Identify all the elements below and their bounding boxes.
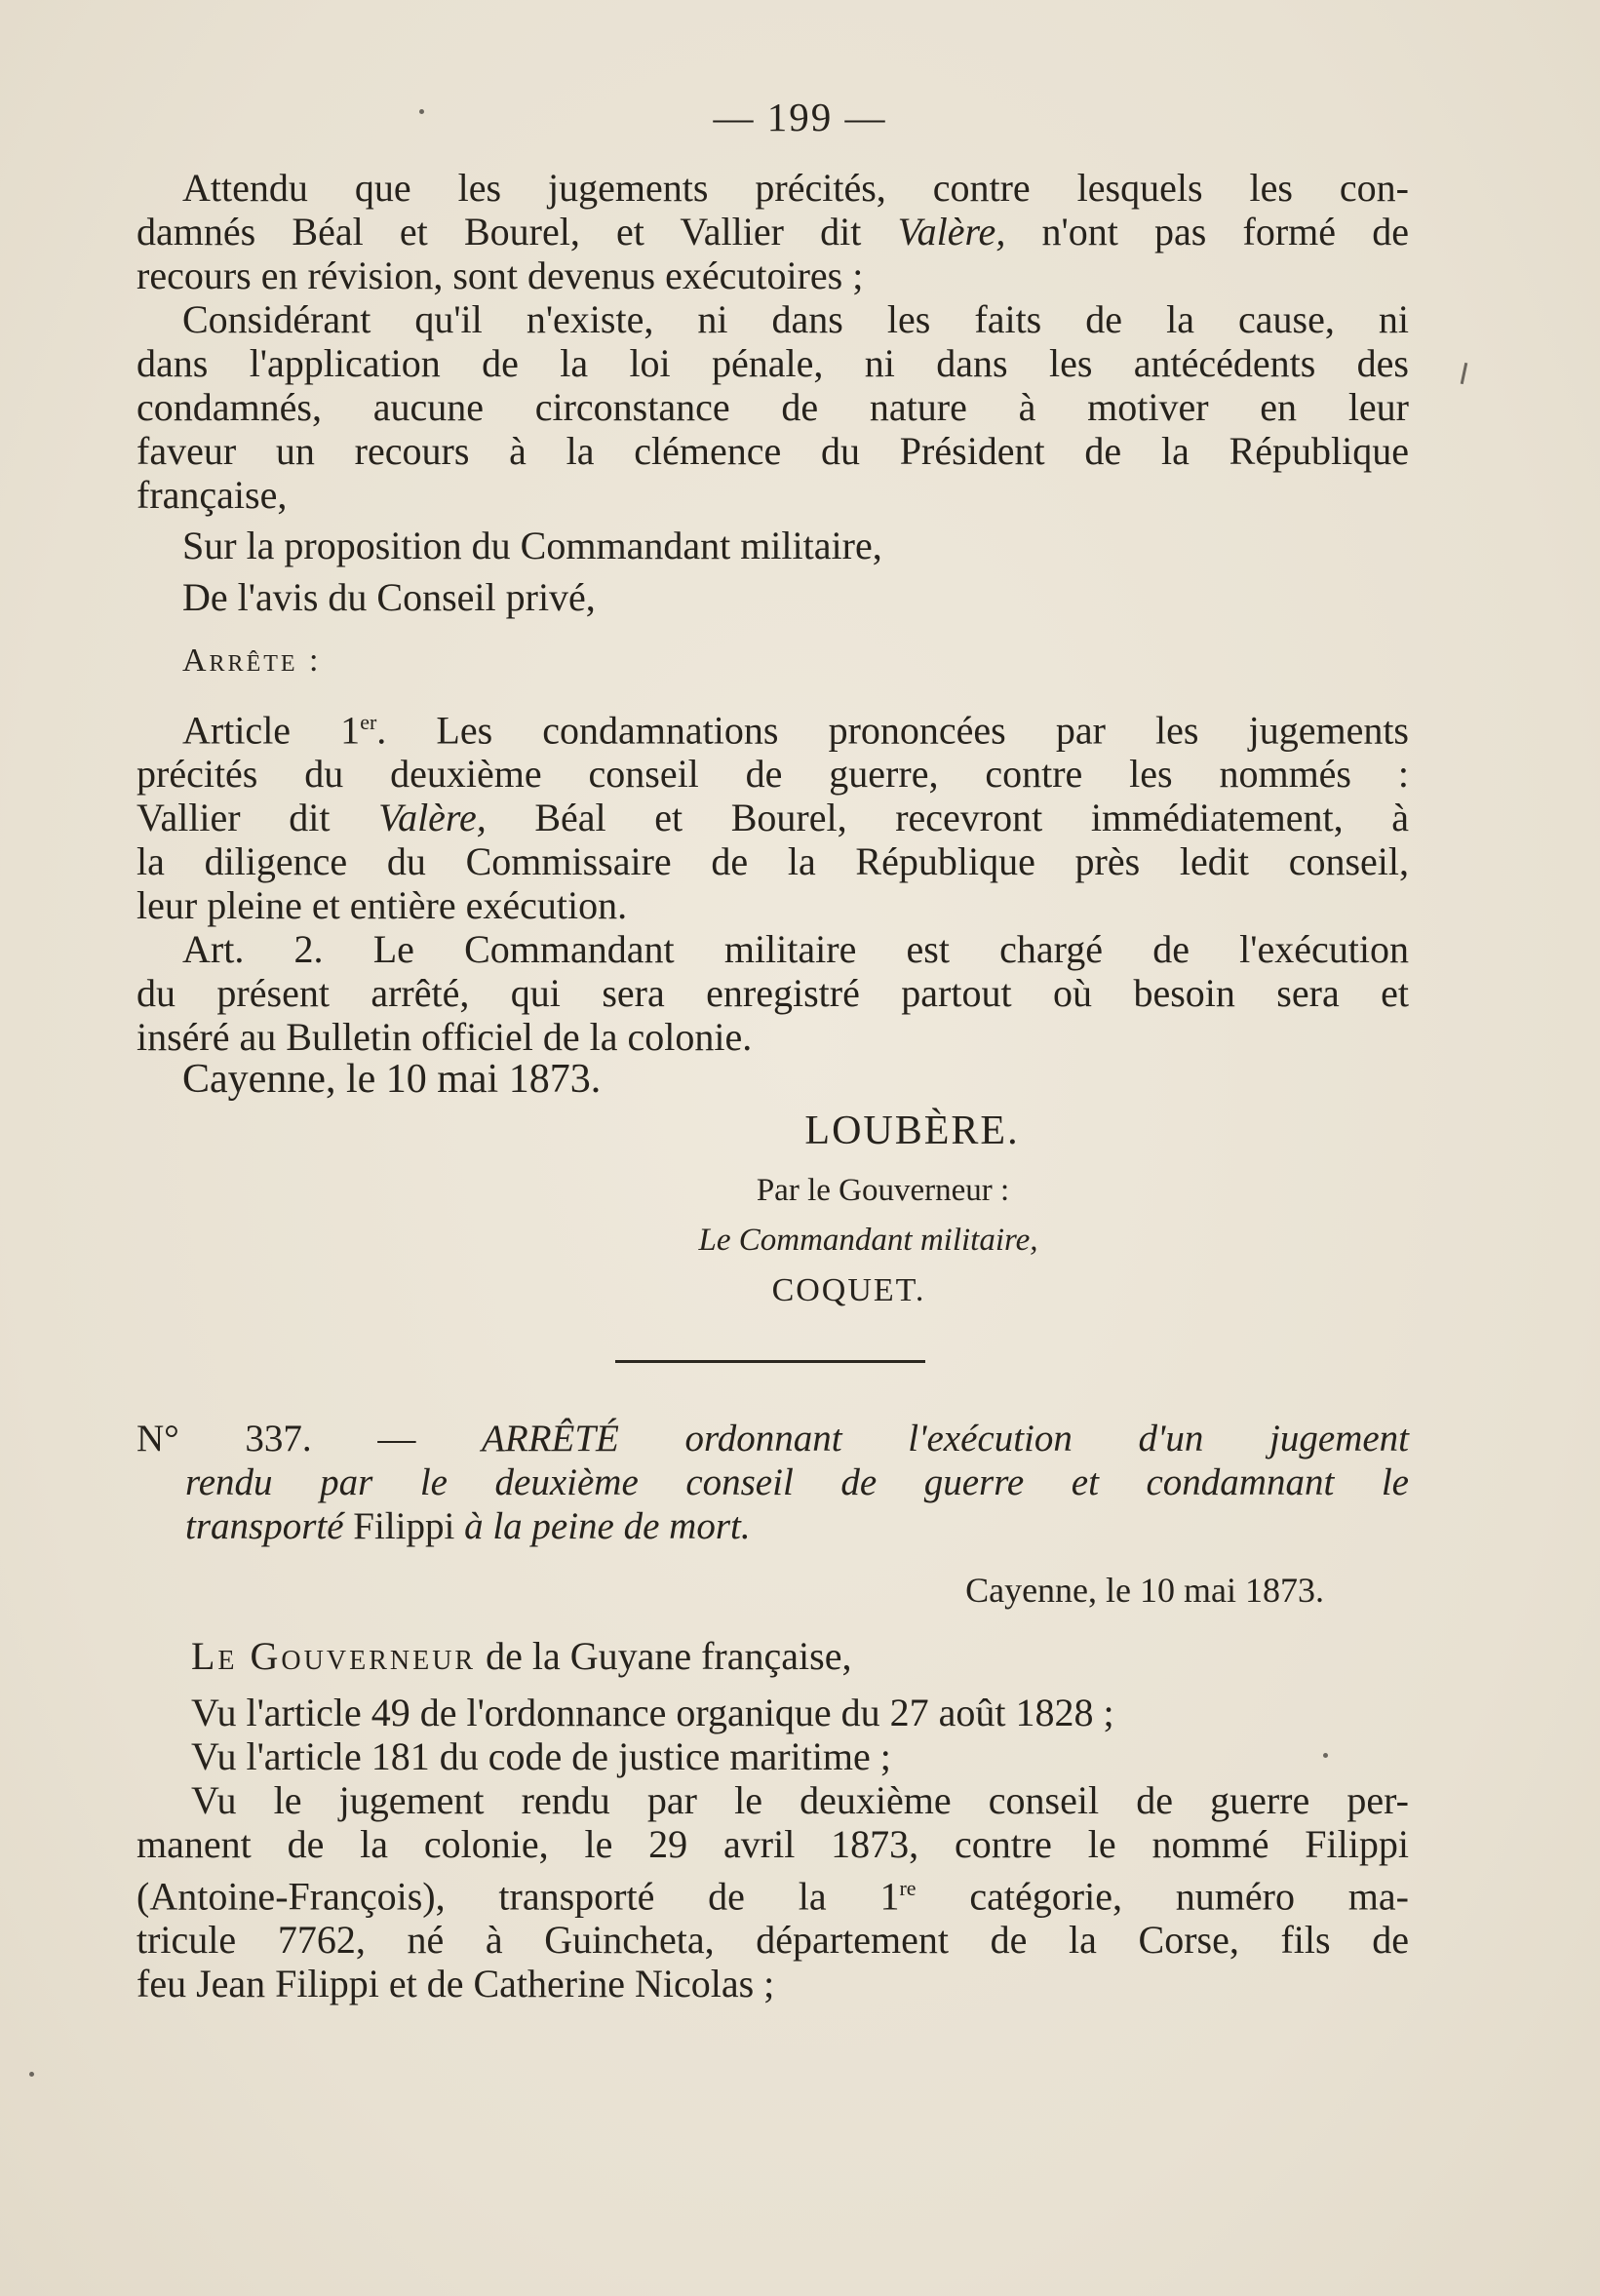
article1-line5: leur pleine et entière exécution. xyxy=(137,883,628,928)
vu-jugement-line4: tricule 7762, né à Guincheta, département de la Corse, fils de xyxy=(137,1918,1409,1963)
heading-line3: transporté Filippi à la peine de mort. xyxy=(185,1505,751,1547)
vu-article-49: Vu l'article 49 de l'ordonnance organique du 27 août 1828 ; xyxy=(191,1691,1114,1734)
heading-line1: N° 337. — ARRÊTÉ ordonnant l'exécution d'un jugement xyxy=(137,1418,1410,1459)
article2-line3: inséré au Bulletin officiel de la colonie. xyxy=(137,1015,753,1060)
date-line xyxy=(137,1058,1409,1102)
paragraph-attendu-line3: recours en révision, sont devenus exécutoires ; xyxy=(137,253,864,297)
signature-loubere: LOUBÈRE. xyxy=(804,1109,1020,1153)
proposition-text: Sur la proposition du Commandant militaire, xyxy=(182,524,882,567)
vu-jugement-line5: feu Jean Filippi et de Catherine Nicolas ; xyxy=(137,1962,775,2006)
avis-text: De l'avis du Conseil privé, xyxy=(182,575,596,619)
vu-jugement-line2: manent de la colonie, le 29 avril 1873, contre le nommé Filippi xyxy=(137,1822,1409,1866)
arrete-label: Arrête : xyxy=(182,642,322,679)
paper-mark xyxy=(1461,363,1468,384)
paragraph-considerant-line1: Considérant qu'il n'existe, ni dans les faits de la cause, ni xyxy=(182,297,1409,341)
proposition-line xyxy=(137,524,1409,567)
paragraph-attendu-line1: Attendu que les jugements précités, contre lesquels les con- xyxy=(182,166,1409,210)
paper-speck xyxy=(419,109,424,114)
heading-line2: rendu par le deuxième conseil de guerre et condamnant le xyxy=(185,1461,1409,1503)
arrete-337-heading xyxy=(137,1417,1409,1548)
section-divider xyxy=(615,1360,925,1363)
article2-line2: du présent arrêté, qui sera enregistré partout où besoin sera et xyxy=(137,971,1409,1016)
gouverneur-line xyxy=(137,1634,1409,1678)
gouverneur-text: Le Gouverneur de la Guyane française, xyxy=(191,1634,852,1678)
date-text: Cayenne, le 10 mai 1873. xyxy=(182,1057,602,1102)
arrete-line xyxy=(137,639,1409,682)
paragraph-considerant-line2: dans l'application de la loi pénale, ni dans les antécédents des xyxy=(137,341,1409,385)
signature-coquet: COQUET. xyxy=(771,1272,926,1308)
arrete-337-dateline: Cayenne, le 10 mai 1873. xyxy=(965,1571,1324,1610)
par-le-gouverneur: Par le Gouverneur : xyxy=(756,1173,1010,1208)
vu-jugement-line1: Vu le jugement rendu par le deuxième conseil de guerre per- xyxy=(191,1778,1409,1822)
vu-jugement-line3: (Antoine-François), transporté de la 1re catégorie, numéro ma- xyxy=(137,1874,1409,1919)
paragraph-considerant-line5: française, xyxy=(137,473,288,517)
article1-line3: Vallier dit Valère, Béal et Bourel, recevront immédiatement, à xyxy=(137,796,1409,840)
page-number: — 199 — xyxy=(713,95,887,139)
article1-line1: Article 1er. Les condamnations prononcées par les jugements xyxy=(182,708,1409,753)
article1-line4: la diligence du Commissaire de la République près ledit conseil, xyxy=(137,839,1409,884)
commandant-militaire-title: Le Commandant militaire, xyxy=(698,1223,1038,1258)
paper-speck xyxy=(29,2072,34,2077)
vu-article-181: Vu l'article 181 du code de justice maritime ; xyxy=(191,1734,891,1778)
article1-line2: précités du deuxième conseil de guerre, contre les nommés : xyxy=(137,752,1409,797)
article1 xyxy=(137,700,1409,1059)
paper-speck xyxy=(1323,1753,1328,1758)
paragraph-considerant-line4: faveur un recours à la clémence du Président de la République xyxy=(137,429,1409,473)
article2-line1: Art. 2. Le Commandant militaire est chargé de l'exécution xyxy=(182,927,1409,972)
avis-line xyxy=(137,575,1409,619)
paragraph-attendu-line2: damnés Béal et Bourel, et Vallier dit Valère, n'ont pas formé de xyxy=(137,210,1410,253)
paragraph-considerant-line3: condamnés, aucune circonstance de nature à motiver en leur xyxy=(137,385,1409,429)
section1-body xyxy=(137,166,1409,517)
vu-paragraphs xyxy=(137,1691,1409,2005)
